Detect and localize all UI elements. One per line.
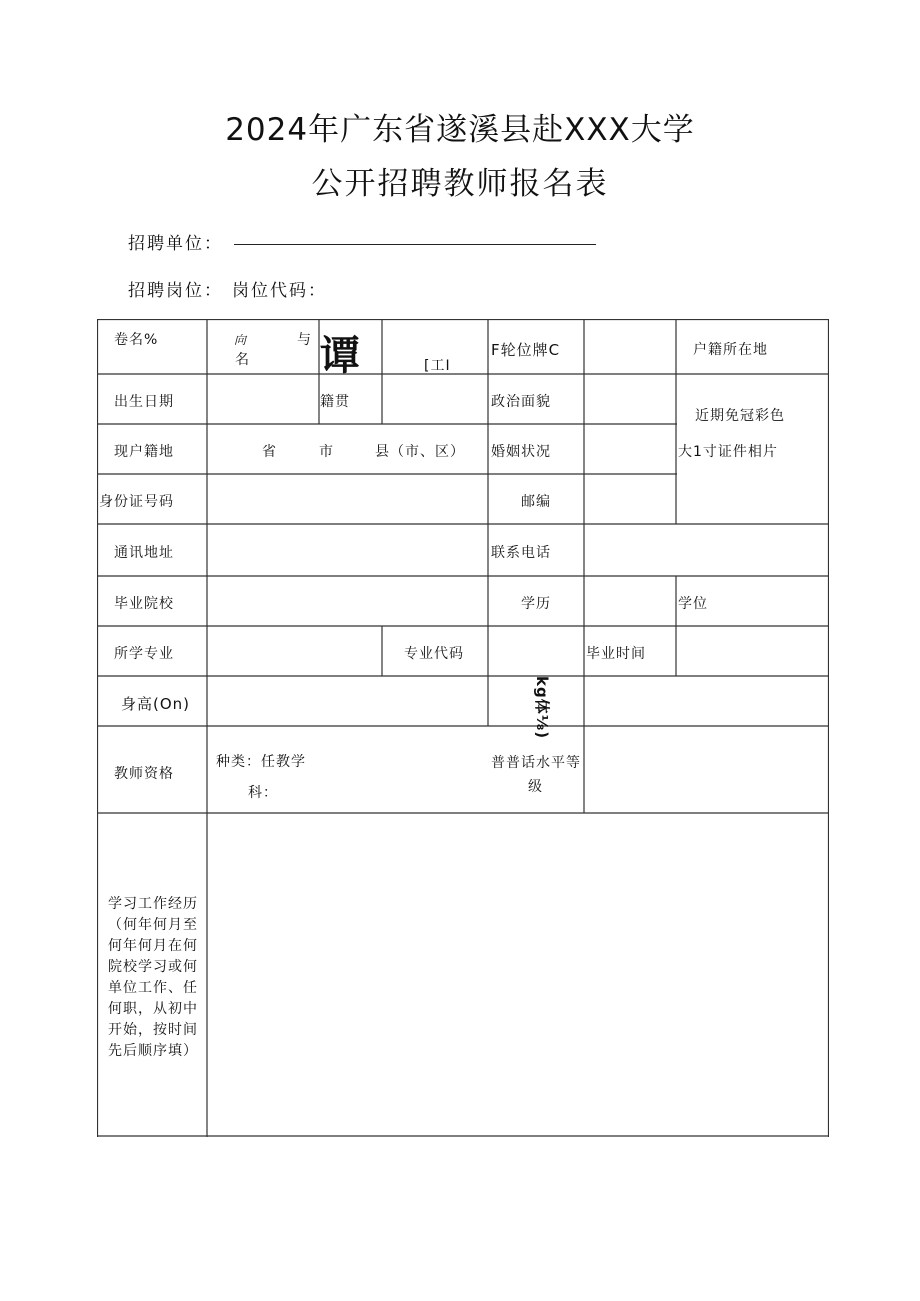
weight-label: kg体⅛) [533, 676, 551, 740]
history-line: 开始，按时间 [108, 1022, 198, 1038]
phone-field[interactable] [585, 525, 827, 575]
graduation-time-field[interactable] [677, 627, 827, 675]
name-label: 卷名% [114, 332, 159, 348]
marital-status-field[interactable] [585, 425, 675, 473]
post-code-label: 岗位代码： [232, 281, 327, 301]
photo-note-line1: 近期免冠彩色 [695, 408, 785, 424]
school-label: 毕业院校 [114, 596, 174, 612]
postcode-field[interactable] [585, 475, 675, 523]
health-label: F轮位牌C [491, 341, 561, 359]
ethnicity-glyph: 谭 [320, 332, 360, 379]
school-field[interactable] [208, 577, 487, 625]
major-code-field[interactable] [489, 627, 577, 675]
education-field[interactable] [585, 577, 675, 625]
address-label: 通讯地址 [114, 545, 174, 561]
height-label: 身高(On) [121, 695, 191, 713]
history-line: 单位工作、任 [108, 980, 198, 996]
education-label: 学历 [521, 596, 551, 612]
gender-glyph-b: 与 [297, 332, 312, 348]
major-code-label: 专业代码 [404, 646, 464, 662]
history-line: 学习工作经历 [108, 896, 198, 912]
birth-date-label: 出生日期 [114, 394, 174, 410]
province-label: 省 [262, 444, 277, 460]
political-status-label: 政治面貌 [491, 394, 551, 410]
history-line: 院校学习或何 [108, 959, 198, 975]
graduation-time-label: 毕业时间 [586, 646, 646, 662]
ethnicity-value: [工I [424, 358, 451, 374]
phone-label: 联系电话 [491, 545, 551, 561]
current-hukou-label: 现户籍地 [114, 444, 174, 460]
history-line: 何职，从初中 [108, 1001, 198, 1017]
city-label: 市 [319, 444, 334, 460]
work-history-label [99, 894, 207, 1062]
mandarin-level-label-cont: 级 [528, 779, 543, 795]
work-history-field[interactable] [208, 814, 827, 1134]
weight-field[interactable] [585, 677, 827, 725]
postcode-label: 邮编 [521, 494, 551, 510]
degree-label: 学位 [678, 596, 708, 612]
political-status-field[interactable] [585, 375, 675, 423]
history-line: （何年何月至 [108, 917, 198, 933]
history-line: 先后顺序填） [108, 1043, 198, 1059]
id-number-field[interactable] [208, 475, 487, 523]
major-label: 所学专业 [114, 646, 174, 662]
recruit-post-label: 招聘岗位： [128, 281, 223, 301]
birth-date-field[interactable] [208, 375, 319, 423]
teacher-cert-label: 教师资格 [114, 766, 174, 782]
county-label: 县（市、区） [375, 444, 465, 460]
native-place-label: 籍贯 [320, 394, 350, 410]
major-field[interactable] [208, 627, 382, 675]
height-field[interactable] [208, 677, 487, 725]
cert-subject-label: 科： [248, 785, 278, 801]
gender-glyph-a: 向 [234, 333, 248, 347]
address-field[interactable] [208, 525, 487, 575]
mandarin-level-field[interactable] [585, 727, 827, 812]
form-title-line2: 公开招聘教师报名表 [311, 166, 609, 202]
photo-note-line2: 大1寸证件相片 [678, 444, 778, 460]
recruit-unit-field[interactable] [234, 244, 596, 245]
recruit-unit-label: 招聘单位： [128, 234, 223, 254]
id-number-label: 身份证号码 [99, 494, 174, 510]
cert-type-label: 种类：任教学 [216, 754, 306, 770]
history-line: 何年何月在何 [108, 938, 198, 954]
mandarin-level-label: 普普话水平等 [491, 755, 581, 771]
native-place-field[interactable] [383, 375, 488, 423]
gender-glyph-c: 名 [235, 352, 250, 368]
photo-slot[interactable] [676, 374, 828, 524]
hukou-location-label: 户籍所在地 [693, 342, 768, 358]
form-title-line1: 2024年广东省遂溪县赴XXX大学 [225, 112, 695, 148]
marital-status-label: 婚姻状况 [491, 444, 551, 460]
